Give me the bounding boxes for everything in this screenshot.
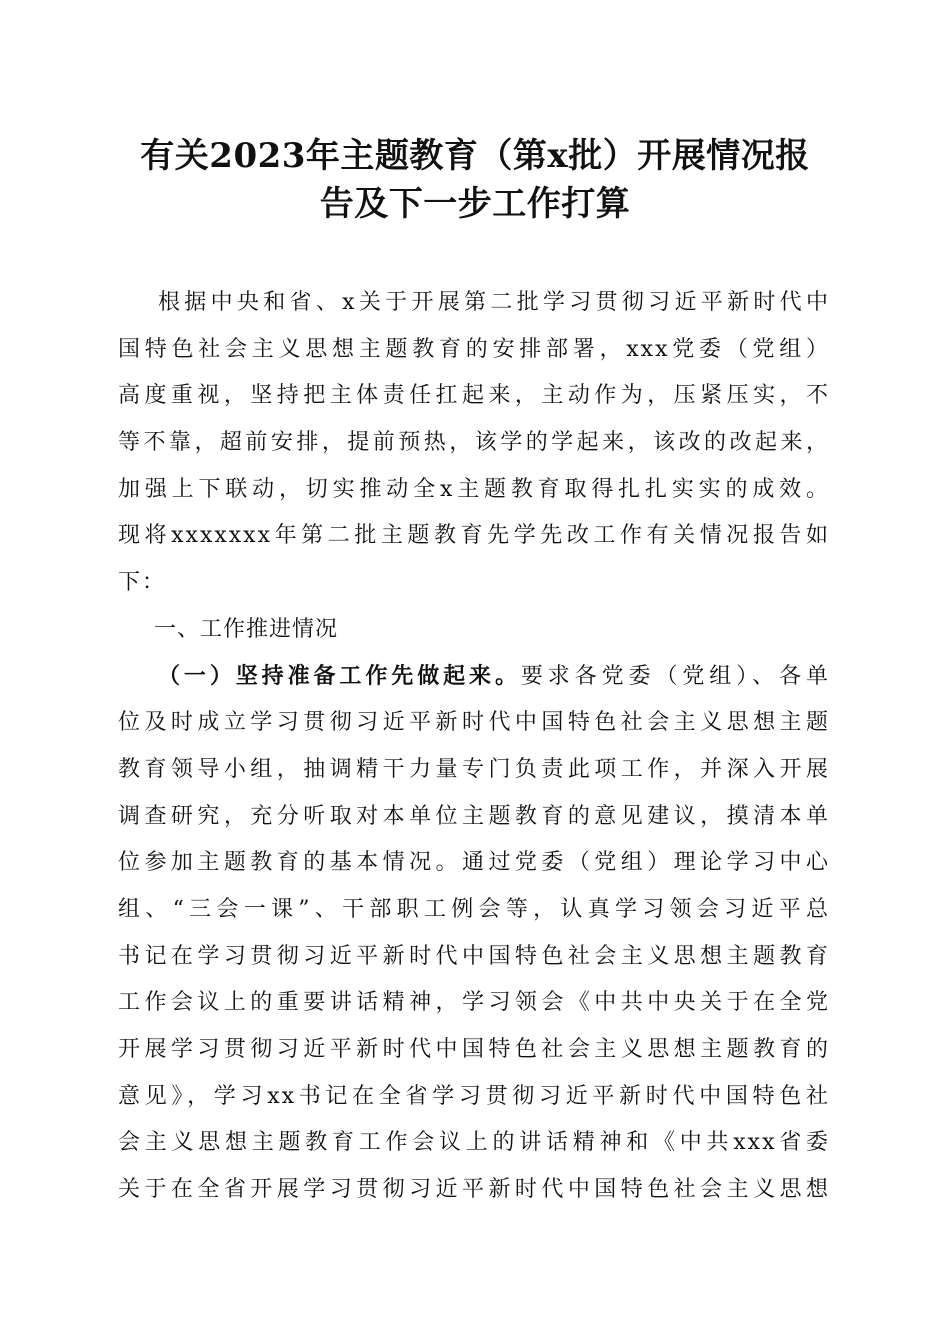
intro-line-1: 根据中央和省、x关于开展第二批学习贯彻习近平新时代中 <box>158 290 830 315</box>
subsection-line-8: 开展学习贯彻习近平新时代中国特色社会主义思想主题教育的 <box>118 1037 830 1062</box>
subsection-line-4: 位参加主题教育的基本情况。通过党委（党组）理论学习中心 <box>118 850 830 876</box>
intro-line-5: 加强上下联动，切实推动全x主题教育取得扎扎实实的成效。 <box>118 476 830 502</box>
subsection-line-7: 工作会议上的重要讲话精神，学习领会《中共中央关于在全党 <box>118 990 830 1016</box>
subsection-line-1: 位及时成立学习贯彻习近平新时代中国特色社会主义思想主题 <box>118 710 830 736</box>
subsection-line-9: 意见》，学习xx书记在全省学习贯彻习近平新时代中国特色社 <box>118 1083 830 1109</box>
intro-line-2: 国特色社会主义思想主题教育的安排部署，xxx党委（党组） <box>118 336 830 362</box>
subsection-line-6: 书记在学习贯彻习近平新时代中国特色社会主义思想主题教育 <box>118 943 830 969</box>
title-line-2: 告及下一步工作打算 <box>319 184 631 224</box>
intro-line-4: 等不靠，超前安排，提前预热，该学的学起来，该改的改起来， <box>118 430 830 456</box>
subsection-line-11: 关于在全省开展学习贯彻习近平新时代中国特色社会主义思想 <box>118 1177 830 1203</box>
intro-line-7: 下： <box>118 570 167 596</box>
section-heading: 一、工作推进情况 <box>154 616 339 642</box>
subsection-line-5: 组、“三会一课”、干部职工例会等，认真学习领会习近平总 <box>118 896 830 922</box>
intro-line-6: 现将xxxxxxx年第二批主题教育先学先改工作有关情况报告如 <box>118 523 830 549</box>
subsection-line-10: 会主义思想主题教育工作会议上的讲话精神和《中共xxx省委 <box>118 1130 830 1156</box>
subsection-first-line-text: 要求各党委（党组）、各单 <box>520 663 830 689</box>
subsection-first-line <box>118 654 830 701</box>
document-body <box>118 280 830 1214</box>
intro-line-3: 高度重视，坚持把主体责任扛起来，主动作为，压紧压实，不 <box>118 383 830 409</box>
subsection-title: （一）坚持准备工作先做起来。 <box>158 663 521 689</box>
title-line-1: 有关2023年主题教育（第x批）开展情况报 <box>140 136 810 176</box>
subsection-line-2: 教育领导小组，抽调精干力量专门负责此项工作，并深入开展 <box>118 756 830 782</box>
document-title <box>100 132 850 228</box>
subsection-line-3: 调查研究，充分听取对本单位主题教育的意见建议，摸清本单 <box>118 803 830 829</box>
